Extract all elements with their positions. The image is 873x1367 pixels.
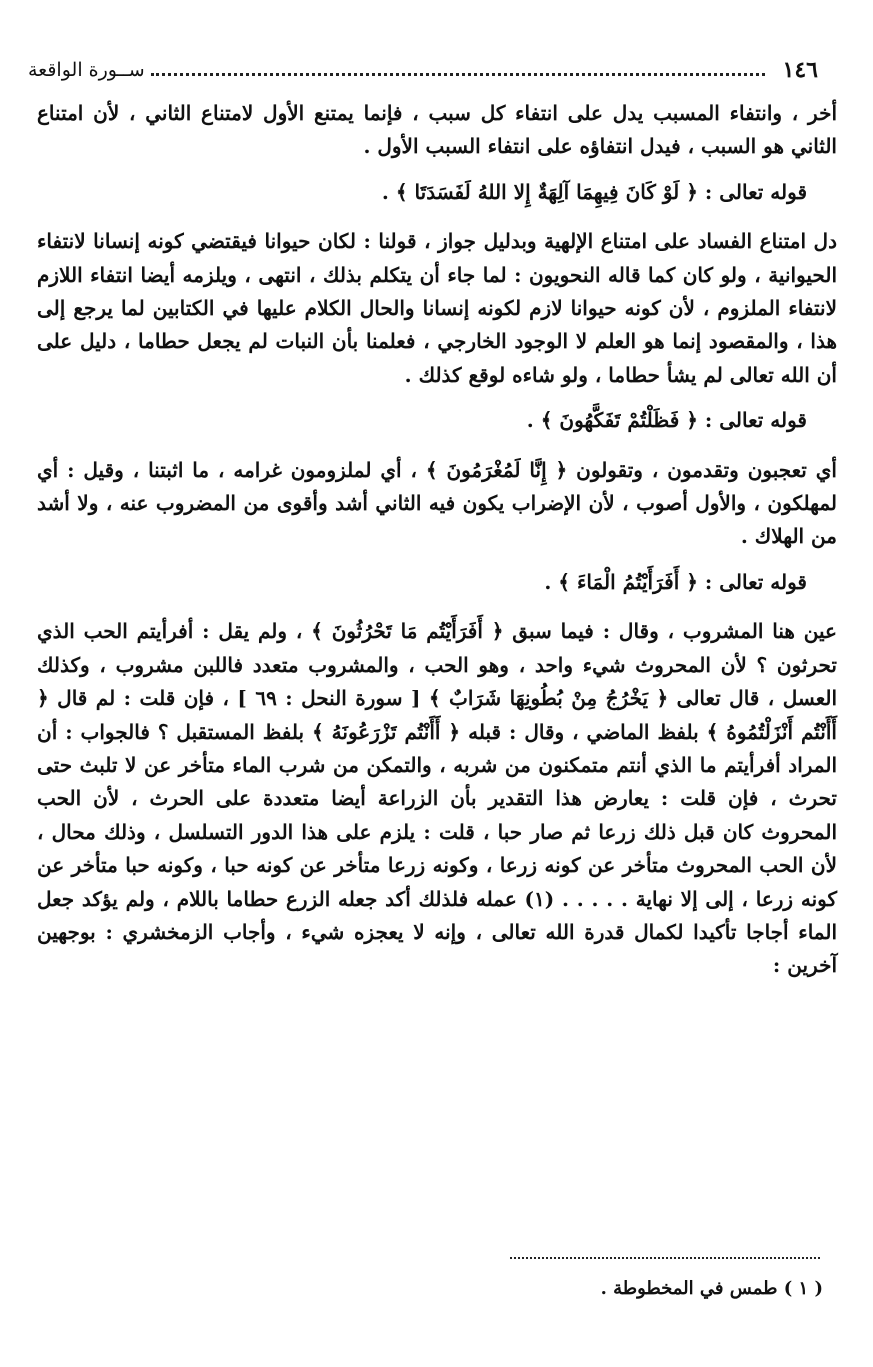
page-number: ١٤٦ [782, 57, 818, 83]
paragraph: أخر ، وانتفاء المسبب يدل على انتفاء كل سبب ، فإنما يمتنع الأول لامتناع الثاني ، لأن امتناع الثاني هو السبب ، فيدل انتفاؤه على انتفاء السبب الأول . [37, 101, 837, 159]
verse-heading: قوله تعالى : ﴿ أَفَرَأَيْتُمُ الْمَاءَ ﴾ . [544, 569, 807, 594]
surah-title: ســورة الواقعة [28, 59, 145, 81]
footnote-separator [510, 1257, 820, 1259]
verse-heading: قوله تعالى : ﴿ لَوْ كَانَ فِيهِمَا آلِهَةٌ إِلا اللهُ لَفَسَدَتَا ﴾ . [381, 179, 807, 204]
verse-heading: قوله تعالى : ﴿ فَظَلْتُمْ تَفَكَّهُونَ ﴾ . [526, 408, 807, 433]
paragraph: أي تعجبون وتقدمون ، وتقولون ﴿ إِنَّا لَمُغْرَمُونَ ﴾ ، أي لملزومون غرامه ، ما اثبتنا ، وقيل : أي لمهلكون ، والأول أصوب ، لأن الإضراب يكون فيه الثاني أشد وأقوى من المضروب عنه ، ولا أشد من الهلاك . [37, 457, 837, 549]
page-header [28, 52, 818, 88]
paragraph: دل امتناع الفساد على امتناع الإلهية وبدليل جواز ، قولنا : لكان حيوانا فيقتضي كونه إنسانا لانتفاء الحيوانية ، ولو كان كما قاله النحويون : لما جاء أن يتكلم بذلك ، انتهى ، ويلزمه أيضا انتفاء اللازم لانتفاء الملزوم ، لأن كونه حيوانا لازم لكونه إنسانا والحال الكلام عليها في الكتابين لما يرجع إلى هذا ، والمقصود إنما هو العلم لا الوجود الخارجي ، فعلمنا بأن النبات لم يجعل حطاما ، دليل على أن الله تعالى لم يشأ حطاما ، ولو شاءه لوقع كذلك . [37, 229, 837, 387]
paragraph: عين هنا المشروب ، وقال : فيما سبق ﴿ أَفَرَأَيْتُم مَا تَحْرُثُونَ ﴾ ، ولم يقل : أفرأيتم الحب الذي تحرثون ؟ لأن المحروث شيء واحد ، وهو الحب ، والمشروب متعدد فاللبن مشروب ، وكذلك العسل ، قال تعالى ﴿ يَخْرُجُ مِنْ بُطُونِهَا شَرَابٌ ﴾ [ سورة النحل : ٦٩ ] ، فإن قلت : لم قال ﴿ أَأَنْتُم أَنْزَلْتُمُوهُ ﴾ بلفظ الماضي ، وقال : قبله ﴿ أَأَنْتُم تَزْرَعُونَهُ ﴾ بلفظ المستقبل ؟ فالجواب : أن المراد أفرأيتم ما الذي أنتم متمكنون من شربه ، والتمكن من شرب الماء متأخر عن لا تلبث حتى تحرث ، فإن قلت : يعارض هذا التقدير بأن الزراعة أيضا متعددة على الحرث ، لأن الحب المحروث كان قبل ذلك زرعا ثم صار حبا ، قلت : يلزم على هذا الدور التسلسل ، وذلك محال ، لأن الحب المحروث متأخر عن كونه زرعا ، وكونه زرعا متأخر عن كونه حبا ، وكونه حبا متأخر عن كونه زرعا ، إلى إلا نهاية . . . . . (١) عمله فلذلك أكد جعله الزرع حطاما باللام ، ولم يؤكد جعل الماء أجاجا تأكيدا لكمال قدرة الله تعالى ، وإنه لا يعجزه شيء ، وأجاب الزمخشري : بوجهين آخرين : [37, 619, 837, 978]
footnote: ( ١ ) طمس في المخطوطة . [600, 1278, 823, 1299]
main-text [37, 97, 837, 995]
header-dotted-rule [151, 73, 765, 76]
